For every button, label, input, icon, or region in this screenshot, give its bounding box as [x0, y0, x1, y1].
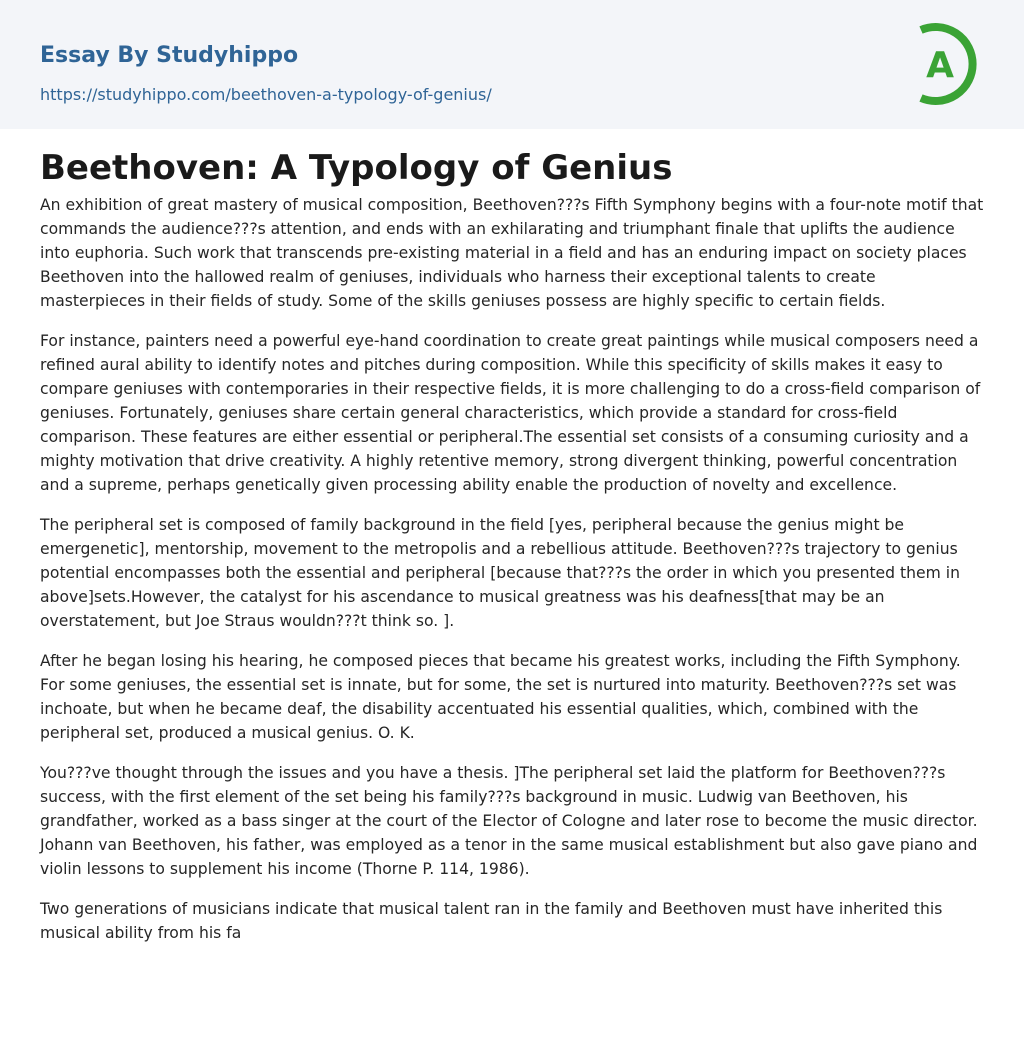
essay-paragraph: An exhibition of great mastery of musical composition, Beethoven???s Fifth Symphony begins with a four-note motif that commands the audience???s attention, and ends with an exhilarating and triumphant finale that uplifts the audience into euphoria. Such work that transcends pre-existing material in a field and has an enduring impact on society places Beethoven into the hallowed realm of geniuses, individuals who harness their exceptional talents to create masterpieces in their fields of study. Some of the skills geniuses possess are highly specific to certain fields.: [40, 196, 984, 310]
essay-paragraph: The peripheral set is composed of family background in the field [yes, peripheral because the genius might be emergenetic], mentorship, movement to the metropolis and a rebellious attitude. Beethoven???s trajectory to genius potential encompasses both the essential and peripheral [because that???s the order in which you presented them in above]sets.However, the catalyst for his ascendance to musical greatness was his deafness[that may be an overstatement, but Joe Straus wouldn???t think so. ].: [40, 516, 960, 630]
logo-letter: A: [926, 45, 954, 86]
essay-paragraph: Two generations of musicians indicate that musical talent ran in the family and Beethoven must have inherited this musical ability from his fa: [40, 900, 943, 942]
essay-url-link[interactable]: https://studyhippo.com/beethoven-a-typology-of-genius/: [40, 85, 492, 104]
essay-paragraph: You???ve thought through the issues and you have a thesis. ]The peripheral set laid the platform for Beethoven???s success, with the first element of the set being his family???s background in music. Ludwig van Beethoven, his grandfather, worked as a bass singer at the court of the Elector of Cologne and later rose to become the music director. Johann van Beethoven, his father, was employed as a tenor in the same musical establishment but also gave piano and violin lessons to supplement his income (Thorne P. 114, 1986).: [40, 764, 978, 878]
essay-paragraph: After he began losing his hearing, he composed pieces that became his greatest works, including the Fifth Symphony. For some geniuses, the essential set is innate, but for some, the set is nurtured into maturity. Beethoven???s set was inchoate, but when he became deaf, the disability accentuated his essential qualities, which, combined with the peripheral set, produced a musical genius. O. K.: [40, 652, 961, 742]
site-title[interactable]: Essay By Studyhippo: [40, 43, 299, 68]
studyhippo-logo-icon[interactable]: [897, 19, 987, 109]
site-header: [0, 0, 1024, 129]
essay-title: Beethoven: A Typology of Genius: [40, 148, 673, 188]
essay-paragraph: For instance, painters need a powerful eye-hand coordination to create great paintings while musical composers need a refined aural ability to identify notes and pitches during composition. While this specificity of skills makes it easy to compare geniuses with contemporaries in their respective fields, it is more challenging to do a cross-field comparison of geniuses. Fortunately, geniuses share certain general characteristics, which provide a standard for cross-field comparison. These features are either essential or peripheral.The essential set consists of a consuming curiosity and a mighty motivation that drive creativity. A highly retentive memory, strong divergent thinking, powerful concentration and a supreme, perhaps genetically given processing ability enable the production of novelty and excellence.: [40, 332, 981, 494]
essay-article: [0, 129, 1024, 945]
